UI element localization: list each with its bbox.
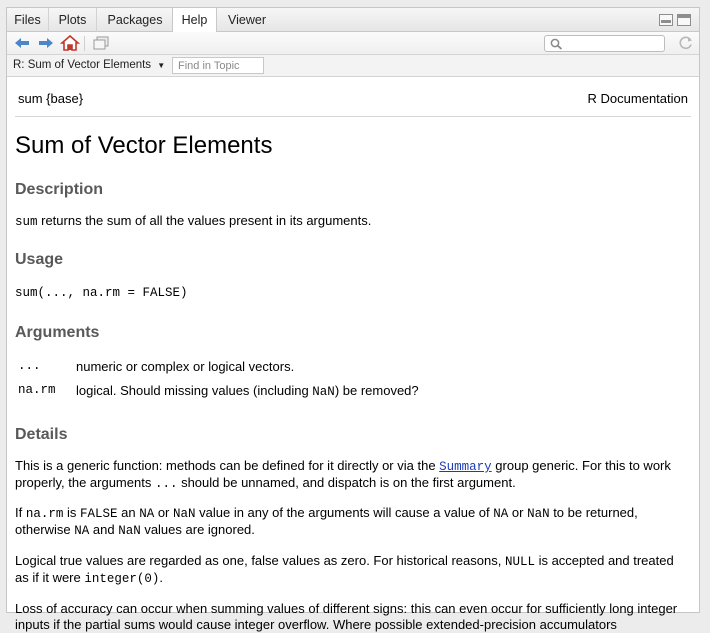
help-search-input[interactable] [565,37,661,50]
description-text: sum returns the sum of all the values present in its arguments. [15,213,372,229]
chevron-down-icon: ▼ [157,61,166,70]
arguments-table [15,355,419,404]
tab-files[interactable]: Files [7,8,49,32]
help-pane [6,7,700,632]
argument-description: logical. Should missing values (including NaN) be removed? [76,383,419,399]
usage-code: sum(..., na.rm = FALSE) [15,286,188,300]
refresh-icon[interactable] [677,35,695,51]
tab-packages[interactable]: Packages [107,13,163,27]
topic-bar [7,55,699,77]
argument-name: ... [18,359,41,373]
doc-source: R Documentation [587,91,688,106]
topic-dropdown-label: R: Sum of Vector Elements [13,59,152,71]
details-paragraph-4: Loss of accuracy can occur when summing values of different signs: this can even occur for sufficiently long integer inputs if the partial sums would cause integer overflow. Where possible extended-precision accumulators [15,601,678,632]
tab-plots[interactable]: Plots [49,8,97,32]
minimize-pane-button[interactable] [659,14,673,26]
details-paragraph-3: Logical true values are regarded as one, false values as zero. For historical reasons, NULL is accepted and treated as if it were integer(0). [15,553,674,586]
find-in-topic-input[interactable] [172,57,264,74]
maximize-pane-button[interactable] [677,14,691,26]
help-search-box[interactable] [544,35,665,52]
arguments-heading: Arguments [15,324,100,341]
tab-viewer[interactable]: Viewer [228,13,266,27]
back-arrow-icon[interactable] [13,35,31,51]
table-row [15,355,419,379]
tab-bar [7,8,699,32]
details-heading: Details [15,426,68,443]
summary-link[interactable]: Summary [439,460,492,474]
description-heading: Description [15,181,104,198]
help-content [7,79,699,632]
tab-help[interactable]: Help [172,8,217,33]
window-buttons [659,14,691,26]
help-toolbar [7,32,699,55]
forward-arrow-icon[interactable] [37,35,55,51]
doc-package: sum {base} [18,91,84,106]
table-row [15,379,419,404]
header-divider [15,116,691,117]
details-paragraph-1: This is a generic function: methods can be defined for it directly or via the Summary group generic. For this to work properly, the arguments ... should be unnamed, and dispatch is on the first argument. [15,458,671,491]
search-icon [550,38,563,50]
argument-name: na.rm [18,383,56,397]
details-paragraph-2: If na.rm is FALSE an NA or NaN value in any of the arguments will cause a value of NA or NaN to be returned, otherwise NA and NaN values are ignored. [15,505,638,538]
topic-dropdown[interactable] [13,59,165,71]
doc-title: Sum of Vector Elements [15,132,273,159]
home-icon[interactable] [61,35,79,51]
argument-description: numeric or complex or logical vectors. [76,359,295,374]
doc-header [15,91,691,106]
popout-icon[interactable] [92,35,110,51]
toolbar-divider [84,36,85,51]
usage-heading: Usage [15,251,64,268]
